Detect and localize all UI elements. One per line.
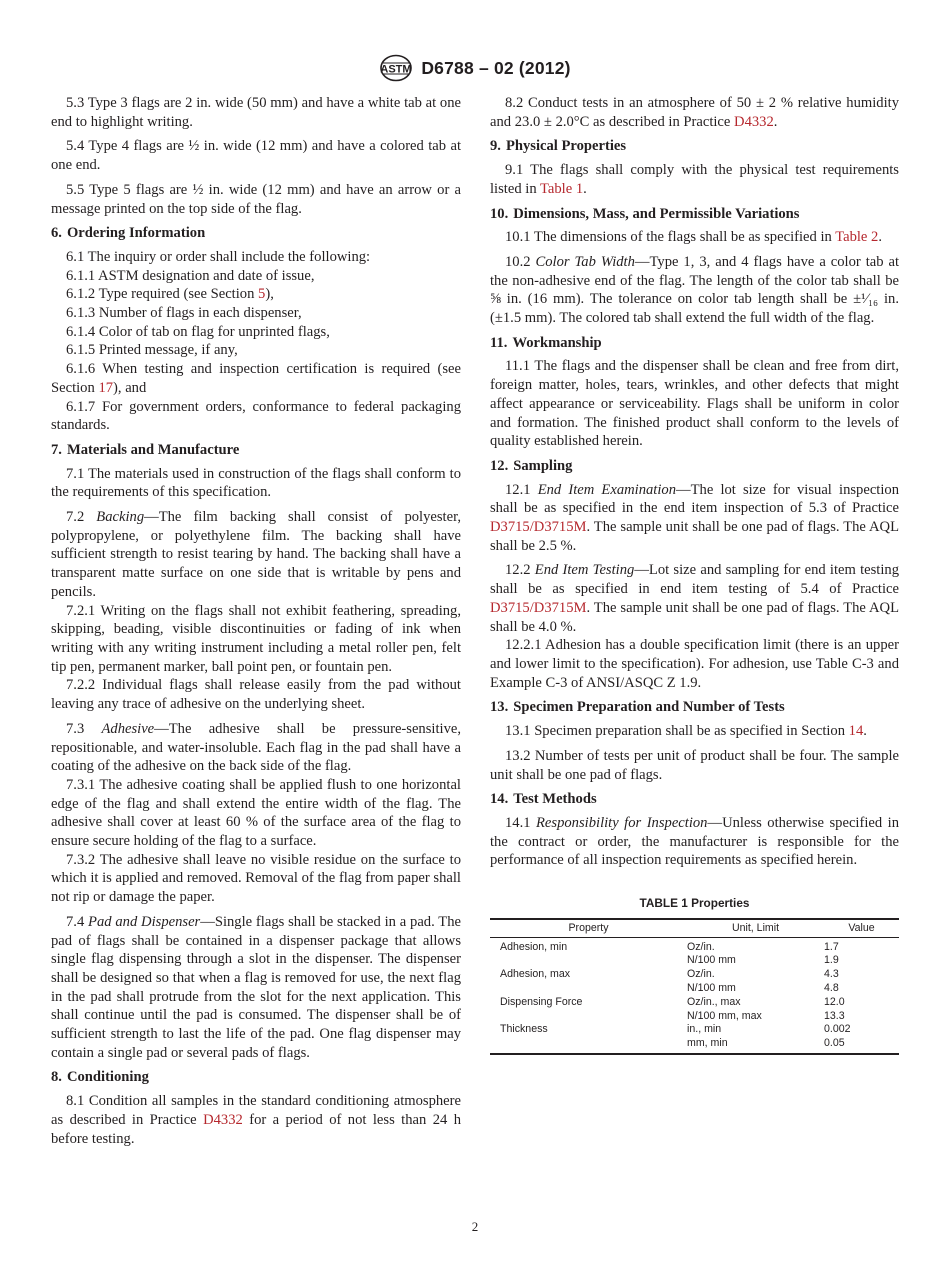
- paragraph-7-2: 7.2 Backing—The film backing shall consist of polyester, polypropylene, or polyethylene film. The backing shall have sufficient strength to resist tearing by hand. The backing shall have a transparent matte surface on one side that is writable by pens and pencils.: [51, 509, 462, 600]
- paragraph-6-1: 6.1 The inquiry or order shall include the following:: [66, 248, 371, 265]
- section-heading-14: 14. Test Methods: [490, 791, 597, 808]
- table-row: Adhesion, min Oz/in. 1.7: [500, 940, 839, 953]
- table-row: N/100 mm, max 13.3: [687, 1009, 845, 1022]
- paragraph-5-4: 5.4 Type 4 flags are ½ in. wide (12 mm) and have a colored tab at one end.: [51, 138, 461, 174]
- section-heading-8: 8. Conditioning: [51, 1069, 149, 1086]
- d3715-link[interactable]: D3715/D3715M: [490, 599, 587, 616]
- d4332-link[interactable]: D4332: [203, 1111, 243, 1128]
- section-heading-10: 10. Dimensions, Mass, and Permissible Variations: [490, 205, 800, 222]
- paragraph-13-2: 13.2 Number of tests per unit of product shall be four. The sample unit shall be one pad of flags.: [490, 747, 899, 783]
- standard-designation: D6788 – 02 (2012): [421, 57, 571, 78]
- table-row: mm, min 0.05: [490, 1037, 899, 1054]
- section-14-link[interactable]: 14: [848, 723, 864, 740]
- right-column: [490, 94, 899, 1055]
- paragraph-7-2-1: 7.2.1 Writing on the flags shall not exhibit feathering, spreading, skipping, beading, visible discontinuities or fading of ink when writing with any writing instrument including a metal roller pen, felt tip pen, permanent marker, ball point pen, or fountain pen.: [51, 602, 461, 675]
- paragraph-11-1: 11.1 The flags and the dispenser shall be clean and free from dirt, foreign matter, holes, tears, wrinkles, and other defects that might affect appearance or serviceability. Flags shall be uniform in color and formation. The finished product shall conform to the levels of quality established herein.: [490, 358, 899, 450]
- svg-text:ASTM: ASTM: [380, 63, 412, 76]
- table-row: N/100 mm 1.9: [687, 954, 839, 967]
- page-header: [0, 54, 950, 84]
- paragraph-10-2: 10.2 Color Tab Width—Type 1, 3, and 4 flags have a color tab at the non-adhesive end of the flag. The length of the color tab shall be ⅝ in. (16 mm). The tolerance on color tab length shall be ±¹⁄₁₆ in. (±1.5 mm). The colored tab shall extend the full width of the flag.: [490, 253, 900, 327]
- paragraph-14-1: 14.1 Responsibility for Inspection—Unless otherwise specified in the contract or order, the manufacturer is responsible for the performance of all inspection requirements as specified herein.: [490, 814, 899, 869]
- table-row: Thickness in., min 0.002: [500, 1023, 851, 1036]
- paragraph-7-3: 7.3 Adhesive—The adhesive shall be pressure-sensitive, repositionable, and water-insoluble. Each flag in the pad shall have a coating of the adhesive on the back side of the flag.: [51, 720, 461, 775]
- paragraph-8-2: 8.2 Conduct tests in an atmosphere of 50 ± 2 % relative humidity and 23.0 ± 2.0°C as described in Practice D4332.: [490, 95, 899, 130]
- paragraph-6-1-1: 6.1.1 ASTM designation and date of issue,: [66, 267, 315, 284]
- table-2-link[interactable]: Table 2: [835, 229, 879, 246]
- paragraph-6-1-7: 6.1.7 For government orders, conformance to federal packaging standards.: [51, 398, 461, 434]
- paragraph-5-3: 5.3 Type 3 flags are 2 in. wide (50 mm) and have a white tab at one end to highlight writing.: [51, 95, 461, 130]
- paragraph-6-1-2: 6.1.2 Type required (see Section 5),: [66, 286, 274, 303]
- paragraph-12-2: 12.2 End Item Testing—Lot size and sampling for end item testing shall be as specified in end item testing of 5.4 of Practice D3715/D3715M. The sample unit shall be one pad of flags. The AQL shall be 4.0 %.: [490, 562, 900, 635]
- table-1-title: TABLE 1 Properties: [639, 896, 750, 911]
- section-heading-12: 12. Sampling: [490, 457, 573, 474]
- paragraph-7-2-2: 7.2.2 Individual flags shall release easily from the pad without leaving any trace of adhesive on the underlying sheet.: [51, 677, 461, 713]
- paragraph-6-1-4: 6.1.4 Color of tab on flag for unprinted flags,: [66, 323, 330, 340]
- table-row: Dispensing Force Oz/in., max 12.0: [500, 995, 845, 1008]
- section-heading-13: 13. Specimen Preparation and Number of Tests: [490, 699, 785, 716]
- column-header-unit-limit: Unit, Limit: [687, 919, 824, 937]
- column-header-value: Value: [824, 919, 899, 937]
- table-row: Adhesion, max Oz/in. 4.3: [500, 968, 839, 981]
- paragraph-7-4: 7.4 Pad and Dispenser—Single flags shall be stacked in a pad. The pad of flags shall be contained in a dispenser package that allows single flag dispensing through a slot in the dispenser. The dispenser shall be designed so that when a flag is removed for use, the next flag in the pad shall protrude from the slot for the next application. This shall continue until the pad is consumed. The dispenser shall be of sufficient strength to last the life of the pad. One flag dispenser may contain a single pad or several pads of flags.: [51, 913, 461, 1061]
- paragraph-12-2-1: 12.2.1 Adhesion has a double specification limit (there is an upper and lower limit to the specification). For adhesion, use Table C-3 and Example C-3 of ANSI/ASQC Z 1.9.: [490, 637, 899, 691]
- d4332-link[interactable]: D4332: [734, 113, 774, 130]
- paragraph-7-3-1: 7.3.1 The adhesive coating shall be applied flush to one horizontal edge of the flag and shall extend the entire width of the flag. The adhesive shall cover at least 60 % of the surface area of the flag to ensure secure holding of the flag to a surface.: [51, 776, 461, 850]
- column-header-property: Property: [490, 919, 687, 937]
- table-row: N/100 mm 4.8: [687, 981, 839, 994]
- paragraph-10-1: 10.1 The dimensions of the flags shall be as specified in Table 2.: [505, 229, 883, 246]
- section-heading-9: 9. Physical Properties: [490, 138, 627, 155]
- paragraph-8-1: 8.1 Condition all samples in the standard conditioning atmosphere as described in Practice D4332 for a period of not less than 24 h before testing.: [51, 1093, 462, 1147]
- section-heading-7: 7. Materials and Manufacture: [51, 441, 240, 458]
- table-1-link[interactable]: Table 1: [540, 180, 584, 197]
- astm-logo-icon: [379, 54, 413, 82]
- paragraph-6-1-3: 6.1.3 Number of flags in each dispenser,: [66, 305, 302, 322]
- left-column: [51, 94, 461, 1154]
- section-heading-11: 11. Workmanship: [490, 334, 602, 351]
- d3715-link[interactable]: D3715/D3715M: [490, 519, 587, 536]
- paragraph-13-1: 13.1 Specimen preparation shall be as specified in Section 14.: [505, 723, 867, 740]
- section-5-link[interactable]: 5: [258, 286, 266, 303]
- paragraph-5-5: 5.5 Type 5 flags are ½ in. wide (12 mm) and have an arrow or a message printed on the top side of the flag.: [51, 181, 461, 217]
- paragraph-6-1-6: 6.1.6 When testing and inspection certification is required (see Section 17), and: [51, 361, 461, 396]
- table-header-row: [490, 919, 899, 937]
- section-heading-6: 6. Ordering Information: [51, 225, 206, 242]
- paragraph-9-1: 9.1 The flags shall comply with the physical test requirements listed in Table 1.: [490, 162, 899, 197]
- paragraph-7-3-2: 7.3.2 The adhesive shall leave no visible residue on the surface to which it is applied and removed. Removal of the flag from paper shall not rip or damage the paper.: [51, 851, 461, 906]
- paragraph-12-1: 12.1 End Item Examination—The lot size for visual inspection shall be as specified in the end item inspection of 5.3 of Practice D3715/D3715M. The sample unit shall be one pad of flags. The AQL shall be 2.5 %.: [490, 481, 899, 554]
- paragraph-7-1: 7.1 The materials used in construction of the flags shall conform to the requirements of this specification.: [51, 465, 461, 501]
- properties-table: [490, 918, 899, 1055]
- section-17-link[interactable]: 17: [98, 379, 114, 396]
- paragraph-6-1-5: 6.1.5 Printed message, if any,: [66, 342, 238, 359]
- table-1-container: [490, 894, 899, 1055]
- page-number: 2: [471, 1219, 479, 1234]
